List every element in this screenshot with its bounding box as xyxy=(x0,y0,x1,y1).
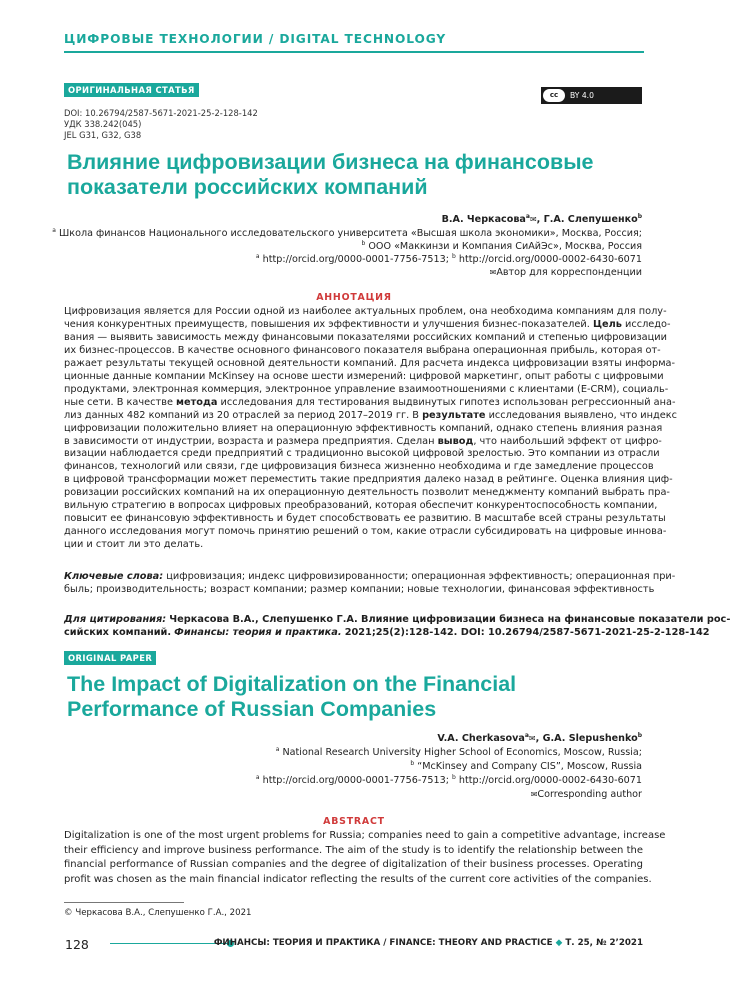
orcid-link-b-en[interactable]: http://orcid.org/0000-0002-6430-6071 xyxy=(458,775,642,786)
author-1: В.А. Черкасова xyxy=(441,214,526,225)
author-2: Г.А. Слепушенко xyxy=(543,214,638,225)
abstract-en-line: profit was chosen as the main financial indicator reflecting the results of the current core activities of the companies. xyxy=(64,874,652,886)
article-title-en-line-1: The Impact of Digitalization on the Financial xyxy=(67,672,517,696)
abstract-ru-line: чения конкурентных преимуществ, повышения их эффективности и улучшения бизнес-показателей. Цель исследо- xyxy=(64,318,671,330)
envelope-icon: ✉ xyxy=(489,268,497,277)
copyright-footnote: © Черкасова В.А., Слепушенко Г.А., 2021 xyxy=(64,908,252,918)
correspondence-en xyxy=(531,789,642,802)
abstract-ru-line: финансов, технологий или связи, где цифровизация бизнеса жизненно необходима и где замедление процессов xyxy=(64,461,654,473)
abstract-ru-line: ражает результаты текущей основной деятельности компаний. Для расчета индекса цифровизации взяты информа- xyxy=(64,357,676,369)
abstract-ru-line: в зависимости от индустрии, возраста и размера предприятия. Сделан вывод, что наибольший эффект от цифро- xyxy=(64,435,662,447)
abstract-ru-line: повысит ее финансовую эффективность и будет способствовать ее развитию. В масштабе всей страны результаты xyxy=(64,513,666,525)
license-text: BY 4.0 xyxy=(570,91,594,100)
abstract-ru-line: ные сети. В качестве метода исследования для тестирования выдвинутых гипотез использован регрессионный ана- xyxy=(64,396,676,408)
author-1-sup: a xyxy=(525,212,530,220)
footer-issue: Т. 25, № 2’2021 xyxy=(565,938,643,948)
envelope-icon: ✉ xyxy=(530,790,538,799)
abstract-ru-line: в цифровой трансформации может переместить такие предприятия далеко назад в рейтинге. Оценка влияния циф- xyxy=(64,474,673,486)
header-divider xyxy=(64,51,644,53)
keywords-ru xyxy=(64,571,676,597)
footer-journal xyxy=(214,938,643,948)
author-separator-en: , xyxy=(535,733,543,744)
affiliation-a-en: $^a$ National Research University Higher School of Economics, Moscow, Russia; xyxy=(275,745,642,758)
keywords-label: Ключевые слова: xyxy=(64,571,164,582)
cc-license-badge[interactable] xyxy=(541,87,642,104)
orcid-ru: $^a$ http://orcid.org/0000-0001-7756-7513; $^b$ http://orcid.org/0000-0002-6430-6071 xyxy=(255,252,642,265)
affiliation-b-ru: $^b$ ООО «Маккинзи и Компания СиАйЭс», Москва, Россия xyxy=(361,239,642,252)
abstract-ru-line: ровизации российских компаний на их операционную деятельность позволит менеджменту компаний выбрать пра- xyxy=(64,487,670,499)
article-title-ru-line-2: показатели российских компаний xyxy=(67,175,428,199)
affiliation-a-ru: $^a$ Школа финансов Национального исследовательского университета «Высшая школа экономики», Москва, Россия; xyxy=(52,226,642,239)
abstract-ru-line: их бизнес-процессов. В качестве основного финансового показателя выбрана операционная прибыль, которая от- xyxy=(64,344,661,356)
abstract-ru-line: данного исследования могут помочь принятию решений о том, какие отрасли субсидировать на цифровые иннова- xyxy=(64,526,667,538)
abstract-en-line: their efficiency and improve business performance. The aim of the study is to identify the relationship between the xyxy=(64,844,643,856)
abstract-heading-en: ABSTRACT xyxy=(323,816,385,827)
footer-line xyxy=(110,943,230,944)
abstract-en xyxy=(64,829,666,888)
page-number: 128 xyxy=(65,937,89,952)
doi[interactable]: DOI: 10.26794/2587-5671-2021-25-2-128-142 xyxy=(64,108,258,118)
author-2-en-sup: b xyxy=(637,731,642,739)
affiliation-b-text: ООО «Маккинзи и Компания СиАйЭс», Москва, Россия xyxy=(368,241,642,252)
article-title-ru-line-1: Влияние цифровизации бизнеса на финансовые xyxy=(67,150,594,174)
envelope-icon: ✉ xyxy=(529,215,537,224)
citation-line-2a: сийских компаний. xyxy=(64,626,172,638)
abstract-ru-line: цифровизации положительно влияет на операционную эффективность компаний, однако степень влияния разная xyxy=(64,422,663,434)
author-2-sup: b xyxy=(637,212,642,220)
affiliation-a-en-text: National Research University Higher School of Economics, Moscow, Russia; xyxy=(282,747,642,758)
correspondence-label: Автор для корреспонденции xyxy=(496,267,642,278)
orcid-link-a[interactable]: http://orcid.org/0000-0001-7756-7513; xyxy=(262,254,449,265)
abstract-ru-line: продуктами, электронная коммерция, электронное управление взаимоотношениями с клиентами (E-CRM), социаль- xyxy=(64,383,669,395)
citation-label: Для цитирования: xyxy=(64,614,167,625)
author-separator: , xyxy=(536,214,544,225)
author-1-en-sup: a xyxy=(524,731,529,739)
article-type-badge: ОРИГИНАЛЬНАЯ СТАТЬЯ xyxy=(64,83,199,97)
citation-journal: Финансы: теория и практика. xyxy=(174,626,342,638)
journal-section-title: ЦИФРОВЫЕ ТЕХНОЛОГИИ / DIGITAL TECHNOLOGY xyxy=(64,32,447,46)
diamond-icon: ◆ xyxy=(555,938,563,948)
abstract-ru-line: вания — выявить зависимость между финансовыми показателями российских компаний и степенью цифровизации xyxy=(64,331,667,343)
affiliation-b-en-text: “McKinsey and Company CIS”, Moscow, Russia xyxy=(417,761,642,772)
correspondence-label-en: Corresponding author xyxy=(537,789,642,800)
keywords-line-2: быль; производительность; возраст компании; размер компании; новые технологии, финансовая эффективность xyxy=(64,583,655,595)
abstract-ru-line: ционные данные компании McKinsey на основе шести измерений: цифровой маркетинг, опыт работы с цифровыми xyxy=(64,370,664,382)
citation-line-1: Черкасова В.А., Слепушенко Г.А. Влияние цифровизации бизнеса на финансовые показатели рос- xyxy=(169,614,730,625)
author-2-en: G.A. Slepushenko xyxy=(542,733,638,744)
envelope-icon: ✉ xyxy=(528,734,536,743)
article-title-en-line-2: Performance of Russian Companies xyxy=(67,697,437,721)
authors-en xyxy=(437,733,642,746)
abstract-en-line: financial performance of Russian companies and the degree of digitalization of their business processes. Operating xyxy=(64,859,643,871)
affiliation-b-en: $^b$ “McKinsey and Company CIS”, Moscow, Russia xyxy=(410,759,642,772)
article-type-badge-en: ORIGINAL PAPER xyxy=(64,651,156,665)
orcid-link-a-en[interactable]: http://orcid.org/0000-0001-7756-7513; xyxy=(262,775,449,786)
abstract-ru xyxy=(64,306,678,552)
abstract-ru-line: визации наблюдается среди предприятий с традиционно высокой цифровой зрелостью. Это компании из отрасли xyxy=(64,448,660,460)
citation-ru xyxy=(64,614,730,640)
author-1-en: V.A. Cherkasova xyxy=(437,733,525,744)
authors-ru xyxy=(442,214,642,227)
orcid-en: $^a$ http://orcid.org/0000-0001-7756-7513; $^b$ http://orcid.org/0000-0002-6430-6071 xyxy=(255,773,642,786)
footnote-divider xyxy=(64,902,184,903)
orcid-link-b[interactable]: http://orcid.org/0000-0002-6430-6071 xyxy=(458,254,642,265)
abstract-ru-line: Цифровизация является для России одной из наиболее актуальных проблем, она необходима компаниям для полу- xyxy=(64,306,667,317)
affiliation-a-text: Школа финансов Национального исследовательского университета «Высшая школа экономики», Москва, Россия; xyxy=(59,228,642,239)
cc-icon: cc xyxy=(543,89,565,102)
udc: УДК 338.242(045) xyxy=(64,119,142,129)
abstract-en-line: Digitalization is one of the most urgent problems for Russia; companies need to gain a competitive advantage, increase xyxy=(64,830,666,841)
abstract-ru-line: вильную стратегию в вопросах цифровых преобразований, которая обеспечит конкурентоспособность компании, xyxy=(64,500,658,512)
correspondence-ru xyxy=(490,267,642,280)
keywords-line-1: цифровизация; индекс цифровизированности; операционная эффективность; операционная при- xyxy=(166,571,676,582)
abstract-ru-line: ции и стоит ли это делать. xyxy=(64,539,204,551)
jel-codes: JEL G31, G32, G38 xyxy=(64,130,142,140)
abstract-ru-line: лиз данных 482 компаний из 20 отраслей за период 2017–2019 гг. В результате исследования выявлено, что индекс xyxy=(64,409,678,421)
footer-journal-name: ФИНАНСЫ: ТЕОРИЯ И ПРАКТИКА / FINANCE: THEORY AND PRACTICE xyxy=(213,938,553,948)
abstract-heading-ru: АННОТАЦИЯ xyxy=(316,292,392,303)
citation-doi[interactable]: 2021;25(2):128-142. DOI: 10.26794/2587-5671-2021-25-2-128-142 xyxy=(344,626,710,638)
